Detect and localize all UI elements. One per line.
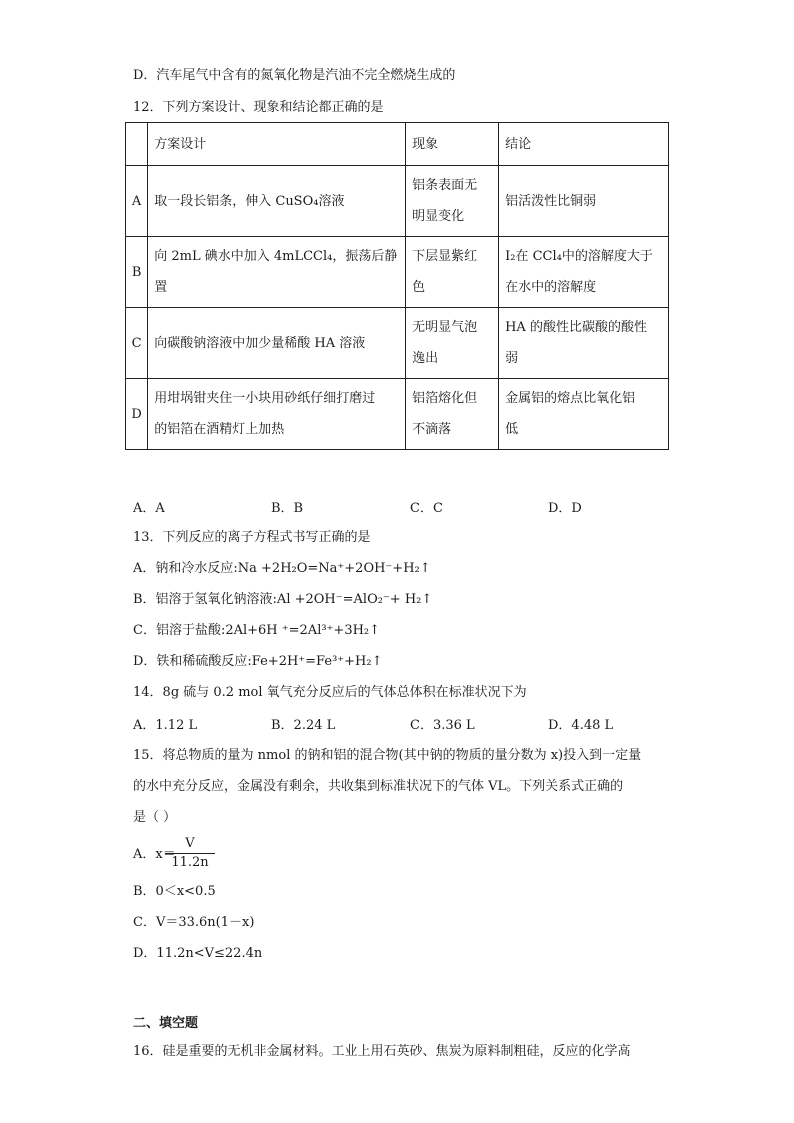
q14-option-a: A．1.12 L [133, 718, 198, 733]
q15-option-a-prefix: A．x＝ [133, 847, 176, 862]
row-label: B [126, 237, 148, 308]
fraction-denominator: 11.2n [171, 855, 209, 870]
design-text: 的铝箔在酒精灯上加热 [154, 422, 285, 437]
row-label: D [126, 379, 148, 450]
phenomenon-text: 无明显气泡 [412, 320, 478, 335]
design-text: 向 2mL 碘水中加入 4mLCCl₄，振荡后静 [154, 249, 398, 264]
col-header-design: 方案设计 [148, 123, 406, 166]
fraction-numerator: V [185, 836, 195, 851]
q14-stem: 14．8g 硫与 0.2 mol 氧气充分反应后的气体总体积在标准状况下为 [133, 685, 527, 700]
col-header-phenomenon: 现象 [406, 123, 499, 166]
q13-stem: 13．下列反应的离子方程式书写正确的是 [133, 530, 371, 545]
q16-stem: 16．硅是重要的无机非金属材料。工业上用石英砂、焦炭为原料制粗硅，反应的化学高 [133, 1044, 631, 1059]
phenomenon-text: 下层显紫红 [412, 249, 478, 264]
phenomenon-text: 不滴落 [412, 422, 452, 437]
q13-option-a: A．钠和冷水反应:Na +2H₂O=Na⁺+2OH⁻+H₂↑ [133, 561, 431, 576]
q12-stem: 12．下列方案设计、现象和结论都正确的是 [133, 100, 384, 115]
phenomenon-text: 色 [412, 280, 426, 295]
q12-option-d: D．D [548, 501, 582, 516]
design-text: 取一段长铝条，伸入 CuSO₄溶液 [154, 193, 345, 209]
design-text: 向碳酸钠溶液中加少量稀酸 HA 溶液 [154, 335, 366, 351]
phenomenon-text: 明显变化 [412, 209, 465, 224]
conclusion-text: 低 [505, 422, 519, 437]
q15-option-c: C．V＝33.6n(1－x) [133, 915, 255, 930]
row-label: A [126, 166, 148, 237]
q13-option-b: B．铝溶于氢氧化钠溶液:Al +2OH⁻=AlO₂⁻+ H₂↑ [133, 592, 433, 607]
q11-option-d: D．汽车尾气中含有的氮氧化物是汽油不完全燃烧生成的 [133, 68, 456, 83]
conclusion-text: I₂在 CCl₄中的溶解度大于 [505, 249, 653, 264]
q12-table [125, 122, 669, 450]
table-row [126, 237, 669, 308]
q15-stem-line1: 15．将总物质的量为 nmol 的钠和铝的混合物(其中钠的物质的量分数为 x)投入到一定量 [133, 748, 642, 763]
phenomenon-text: 铝箔熔化但 [412, 391, 478, 406]
design-text: 置 [154, 280, 168, 295]
conclusion-text: HA 的酸性比碳酸的酸性 [505, 320, 647, 335]
table-corner [126, 123, 148, 166]
conclusion-text: 铝活泼性比铜弱 [505, 193, 597, 209]
phenomenon-text: 铝条表面无 [412, 178, 478, 193]
table-row [126, 308, 669, 379]
q15-option-d: D．11.2n<V≤22.4n [133, 946, 263, 961]
q12-option-a: A．A [133, 501, 165, 516]
q15-fraction [165, 836, 215, 871]
q14-option-b: B．2.24 L [271, 718, 336, 733]
q15-option-b: B．0＜x<0.5 [133, 884, 216, 899]
q12-option-b: B．B [271, 501, 304, 516]
q15-stem-line2: 的水中充分反应，金属没有剩余，共收集到标准状况下的气体 VL。下列关系式正确的 [133, 779, 624, 794]
fraction-bar [165, 853, 215, 854]
q14-option-c: C．3.36 L [410, 718, 475, 733]
phenomenon-text: 逸出 [412, 351, 439, 366]
q13-option-c: C．铝溶于盐酸:2Al+6H ⁺=2Al³⁺+3H₂↑ [133, 623, 381, 638]
conclusion-text: 弱 [505, 351, 519, 366]
table-row [126, 166, 669, 237]
q12-option-c: C．C [410, 501, 443, 516]
row-label: C [126, 308, 148, 379]
design-text: 用坩埚钳夹住一小块用砂纸仔细打磨过 [154, 391, 376, 406]
q14-option-d: D．4.48 L [548, 718, 614, 733]
col-header-conclusion: 结论 [499, 123, 669, 166]
conclusion-text: 在水中的溶解度 [505, 280, 597, 295]
q13-option-d: D．铁和稀硫酸反应:Fe+2H⁺=Fe³⁺+H₂↑ [133, 654, 383, 669]
table-row [126, 379, 669, 450]
q15-stem-line3: 是（ ） [133, 810, 177, 825]
conclusion-text: 金属铝的熔点比氧化铝 [505, 391, 636, 406]
section-title: 二、填空题 [133, 1016, 199, 1031]
